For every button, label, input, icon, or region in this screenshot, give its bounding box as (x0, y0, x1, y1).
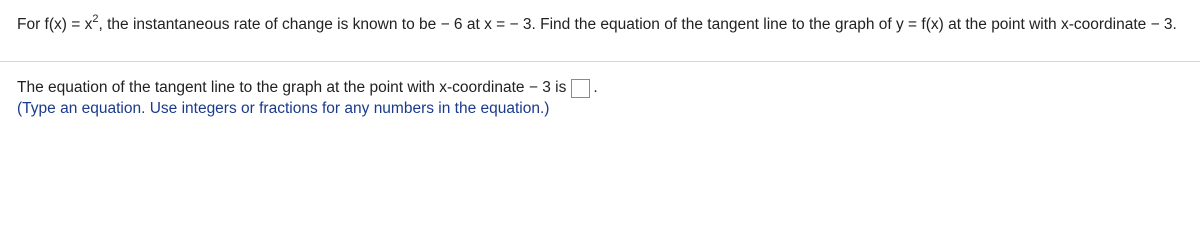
answer-instruction: (Type an equation. Use integers or fractions for any numbers in the equation.) (17, 100, 550, 117)
section-divider (0, 61, 1200, 62)
answer-prompt: The equation of the tangent line to the graph at the point with x-coordinate − 3 is (17, 79, 567, 96)
question-exponent: 2 (92, 12, 99, 25)
answer-line (17, 77, 598, 99)
answer-suffix: . (593, 79, 598, 96)
answer-input-box[interactable] (571, 79, 590, 98)
question-part2: , the instantaneous rate of change is known to be − 6 at x = − 3. Find the equation of the tangent line to the graph of y = f(x) at the point with x-coordinate − 3. (98, 16, 1177, 33)
question-text (17, 12, 1187, 35)
question-part1: For f(x) = x (17, 16, 93, 33)
